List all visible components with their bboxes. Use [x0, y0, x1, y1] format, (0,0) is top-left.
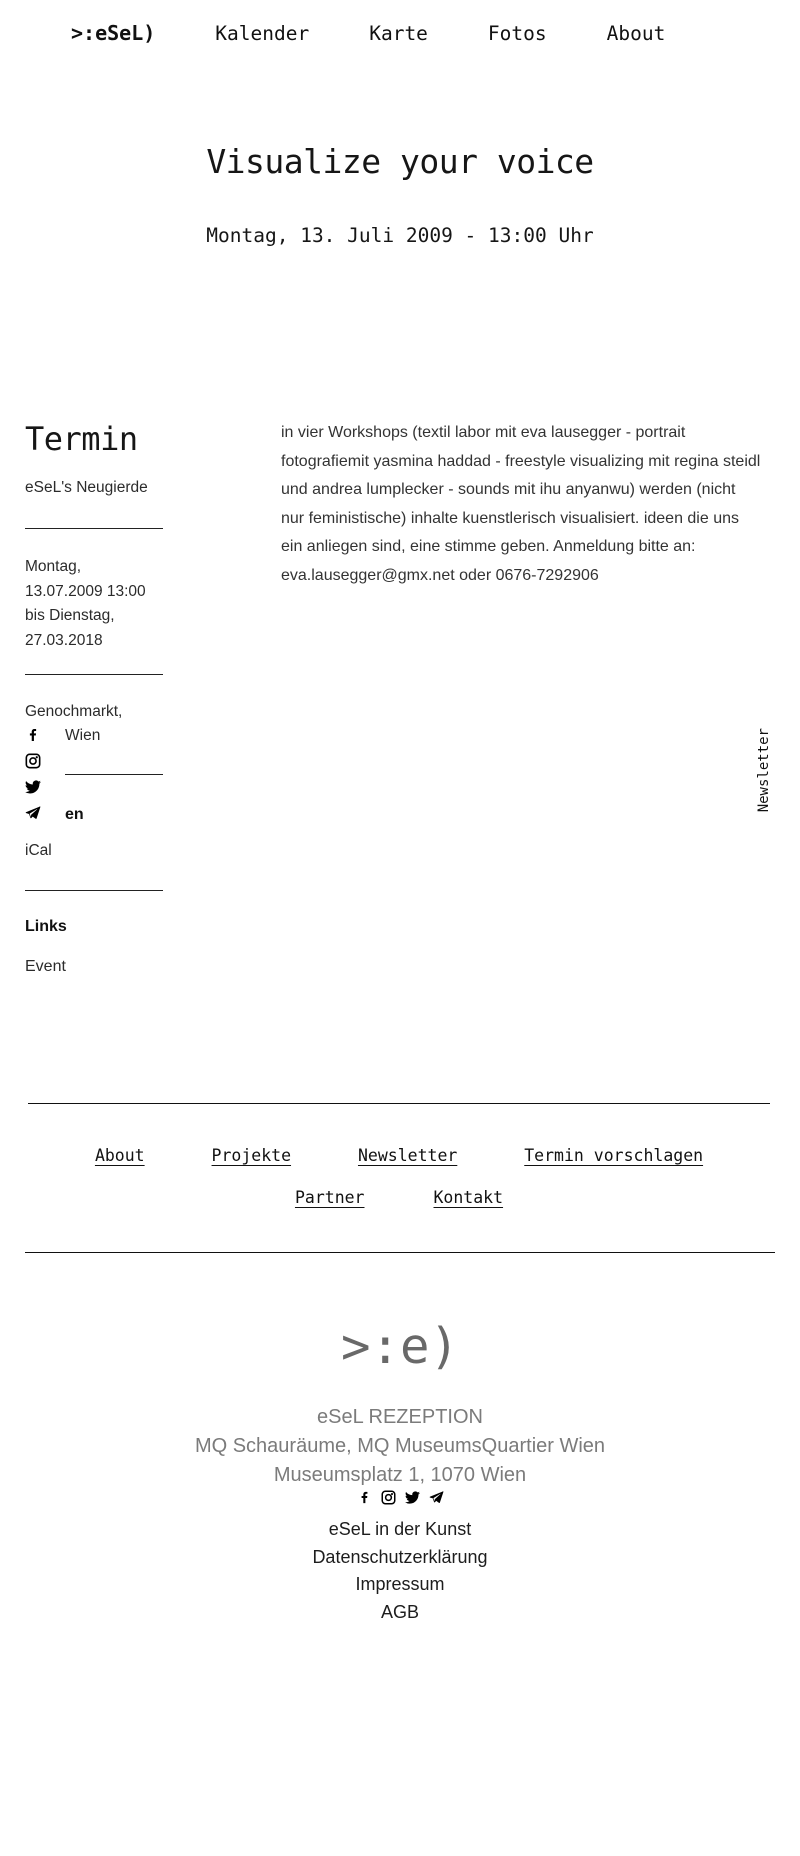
footer-link-agb[interactable]: AGB [380, 1601, 419, 1622]
footer-address-line1: MQ Schauräume, MQ MuseumsQuartier Wien [194, 1435, 606, 1457]
event-description: in vier Workshops (textil labor mit eva lausegger - portrait fotografiemit yasmina haddad - freestyle visualizing mit regina steidl und andrea lumplecker - sounds mit ihu anyanwu) werden (nicht nur feministische) inhalte kuenstlerisch visualisiert. ideen die uns ein anliegen sind, eine stimme geben. Anmeldung bitte an: eva.lausegger@gmx.net oder 0676-7292906 [281, 424, 761, 584]
footer-link-datenschutzerklaerung[interactable]: Datenschutzerklärung [312, 1546, 488, 1567]
divider [25, 528, 163, 529]
newsletter-tab[interactable]: Newsletter [756, 728, 772, 813]
footer-nav-termin-vorschlagen[interactable]: Termin vorschlagen [524, 1146, 704, 1165]
facebook-icon[interactable] [357, 1490, 372, 1505]
telegram-icon[interactable] [25, 805, 41, 821]
twitter-icon[interactable] [25, 779, 41, 795]
footer-nav-about[interactable]: About [94, 1146, 145, 1165]
footer-nav-projekte[interactable]: Projekte [211, 1146, 292, 1165]
page-title: Visualize your voice [206, 142, 594, 181]
footer-nav-row1 [28, 1146, 770, 1165]
divider [25, 1252, 775, 1253]
language-switch-en[interactable]: en [65, 806, 84, 823]
instagram-icon[interactable] [381, 1490, 396, 1505]
social-bar [25, 727, 41, 821]
event-datetime: Montag, 13. Juli 2009 - 13:00 Uhr [206, 224, 594, 247]
event-location-link[interactable] [25, 700, 163, 748]
divider [65, 774, 163, 775]
category-link[interactable]: eSeL's Neugierde [25, 479, 148, 496]
ical-link[interactable]: iCal [25, 842, 52, 859]
date-range-line: 27.03.2018 [25, 631, 103, 649]
nav-item-fotos[interactable]: Fotos [487, 22, 547, 45]
nav-item-kalender[interactable]: Kalender [215, 22, 310, 45]
event-link[interactable]: Event [25, 958, 66, 975]
sidebar-heading: Termin [25, 420, 138, 458]
sidebar [25, 420, 163, 977]
event-date-range [25, 555, 163, 653]
footer-address-line2: Museumsplatz 1, 1070 Wien [273, 1464, 527, 1486]
instagram-icon[interactable] [25, 753, 41, 769]
location-line: Wien [65, 727, 101, 744]
nav-item-about[interactable]: About [606, 22, 666, 45]
footer-links [0, 1516, 800, 1626]
footer-nav-newsletter[interactable]: Newsletter [357, 1146, 458, 1165]
telegram-icon[interactable] [429, 1490, 444, 1505]
divider [25, 890, 163, 891]
date-range-line: Montag, [25, 558, 82, 575]
top-nav [71, 21, 665, 45]
facebook-icon[interactable] [25, 727, 41, 743]
location-line: Genochmarkt, [25, 703, 123, 720]
footer-nav-partner[interactable]: Partner [294, 1188, 365, 1207]
links-heading: Links [25, 918, 67, 935]
date-range-line: 13.07.2009 13:00 [25, 582, 146, 600]
footer-link-esel-in-der-kunst[interactable]: eSeL in der Kunst [328, 1519, 472, 1539]
nav-item-karte[interactable]: Karte [369, 22, 428, 45]
divider [25, 674, 163, 675]
footer-org: eSeL REZEPTION [317, 1406, 483, 1428]
date-range-line: bis Dienstag, [25, 607, 115, 624]
footer-link-impressum[interactable]: Impressum [355, 1574, 445, 1594]
footer-nav-kontakt[interactable]: Kontakt [433, 1188, 504, 1207]
twitter-icon[interactable] [405, 1490, 420, 1505]
divider [28, 1103, 770, 1104]
footer-logo: >:e) [340, 1318, 459, 1375]
logo[interactable]: >:eSeL) [71, 21, 156, 45]
footer-nav-row2 [28, 1188, 770, 1207]
footer-social-bar [0, 1490, 800, 1505]
